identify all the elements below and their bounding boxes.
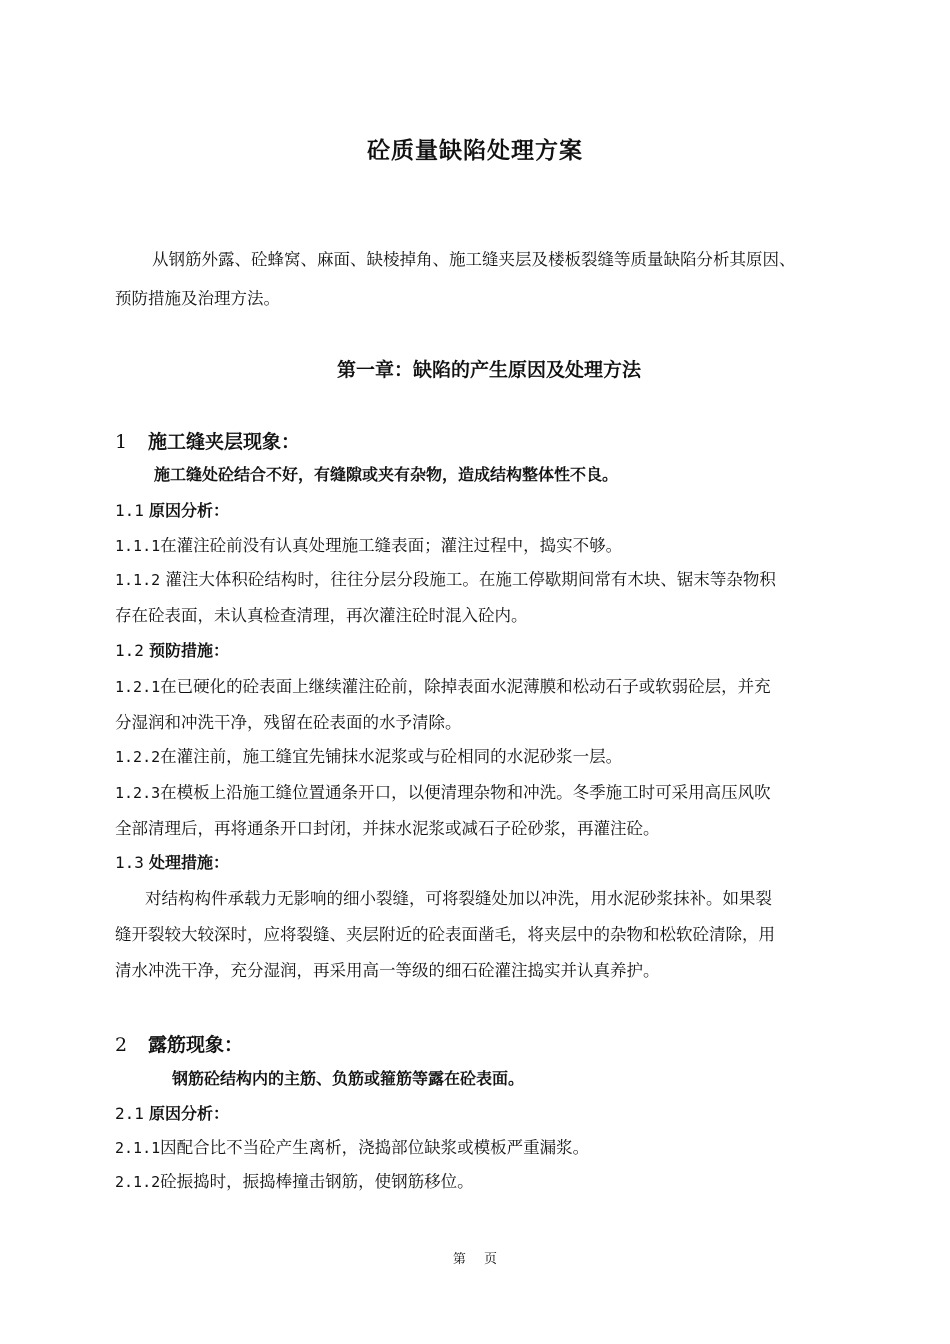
- item-1-2-3-number: 1.2.3: [115, 784, 161, 802]
- section-2-title: 露筋现象：: [148, 1034, 244, 1056]
- item-1-2-1-line-1: [115, 673, 863, 697]
- item-1-2-1-line-2: 分湿润和冲洗干净，残留在砼表面的水予清除。: [115, 713, 462, 732]
- section-1-description: 施工缝处砼结合不好，有缝隙或夹有杂物，造成结构整体性不良。: [154, 465, 619, 484]
- section-2-description: 钢筋砼结构内的主筋、负筋或箍筋等露在砼表面。: [172, 1069, 525, 1088]
- subsection-1-3-line-2: 缝开裂较大较深时，应将裂缝、夹层附近的砼表面凿毛，将夹层中的杂物和松软砼清除，用: [115, 925, 775, 944]
- item-2-1-1: [115, 1134, 863, 1158]
- item-1-1-2-text-1: 灌注大体积砼结构时，往往分层分段施工。在施工停歇期间常有木块、锯末等杂物积: [160, 570, 776, 589]
- subsection-1-1-heading: [115, 498, 229, 521]
- document-title: 砼质量缺陷处理方案: [367, 138, 583, 164]
- item-1-2-3-line-2: 全部清理后，再将通条开口封闭，并抹水泥浆或减石子砼砂浆，再灌注砼。: [115, 819, 660, 838]
- subsection-1-2-heading: [115, 638, 229, 661]
- item-1-2-1-number: 1.2.1: [115, 678, 161, 696]
- item-1-1-1-text: 在灌注砼前没有认真处理施工缝表面；灌注过程中，捣实不够。: [160, 536, 623, 555]
- item-2-1-2: [115, 1168, 863, 1192]
- item-1-1-2-line-1: [115, 566, 863, 590]
- item-2-1-1-number: 2.1.1: [115, 1139, 161, 1157]
- subsection-1-3-line-3: 清水冲洗干净，充分湿润，再采用高一等级的细石砼灌注捣实并认真养护。: [115, 961, 660, 980]
- item-1-2-2: [115, 743, 863, 767]
- item-1-2-2-text: 在灌注前，施工缝宜先铺抹水泥浆或与砼相同的水泥砂浆一层。: [160, 747, 623, 766]
- item-1-2-1-text-1: 在已硬化的砼表面上继续灌注砼前，除掉表面水泥薄膜和松动石子或软弱砼层，并充: [160, 677, 771, 696]
- section-1-number: 1: [115, 431, 128, 453]
- section-2-number: 2: [115, 1034, 128, 1056]
- item-1-1-2-number: 1.1.2: [115, 571, 161, 589]
- intro-line-1: 从钢筋外露、砼蜂窝、麻面、缺棱掉角、施工缝夹层及楼板裂缝等质量缺陷分析其原因、: [152, 250, 796, 269]
- item-1-1-1: [115, 532, 863, 556]
- intro-line-2: 预防措施及治理方法。: [115, 289, 280, 308]
- subsection-1-1-number: 1.1: [115, 501, 144, 520]
- item-1-1-1-number: 1.1.1: [115, 537, 161, 555]
- subsection-1-3-heading: [115, 850, 229, 873]
- page-footer: 第 页: [452, 1252, 498, 1267]
- item-2-1-1-text: 因配合比不当砼产生离析，浇捣部位缺浆或模板严重漏浆。: [160, 1138, 590, 1157]
- item-2-1-2-number: 2.1.2: [115, 1173, 161, 1191]
- subsection-1-1-title: 原因分析：: [149, 501, 230, 520]
- item-2-1-2-text: 砼振捣时，振捣棒撞击钢筋，使钢筋移位。: [160, 1172, 474, 1191]
- subsection-2-1-heading: [115, 1101, 229, 1124]
- item-1-2-3-line-1: [115, 779, 863, 803]
- section-1-title: 施工缝夹层现象：: [148, 431, 301, 453]
- subsection-1-3-number: 1.3: [115, 853, 144, 872]
- subsection-2-1-number: 2.1: [115, 1104, 144, 1123]
- section-1-heading: [115, 427, 300, 454]
- section-2-heading: [115, 1030, 243, 1057]
- item-1-1-2-line-2: 存在砼表面，未认真检查清理，再次灌注砼时混入砼内。: [115, 606, 528, 625]
- item-1-2-3-text-1: 在模板上沿施工缝位置通条开口，以便清理杂物和冲洗。冬季施工时可采用高压风吹: [160, 783, 771, 802]
- chapter-title: 第一章：缺陷的产生原因及处理方法: [336, 359, 641, 381]
- item-1-2-2-number: 1.2.2: [115, 748, 161, 766]
- subsection-1-2-number: 1.2: [115, 641, 144, 660]
- subsection-1-3-line-1: 对结构构件承载力无影响的细小裂缝，可将裂缝处加以冲洗，用水泥砂浆抹补。如果裂: [145, 889, 772, 908]
- subsection-2-1-title: 原因分析：: [149, 1104, 230, 1123]
- subsection-1-3-title: 处理措施：: [149, 853, 230, 872]
- subsection-1-2-title: 预防措施：: [149, 641, 230, 660]
